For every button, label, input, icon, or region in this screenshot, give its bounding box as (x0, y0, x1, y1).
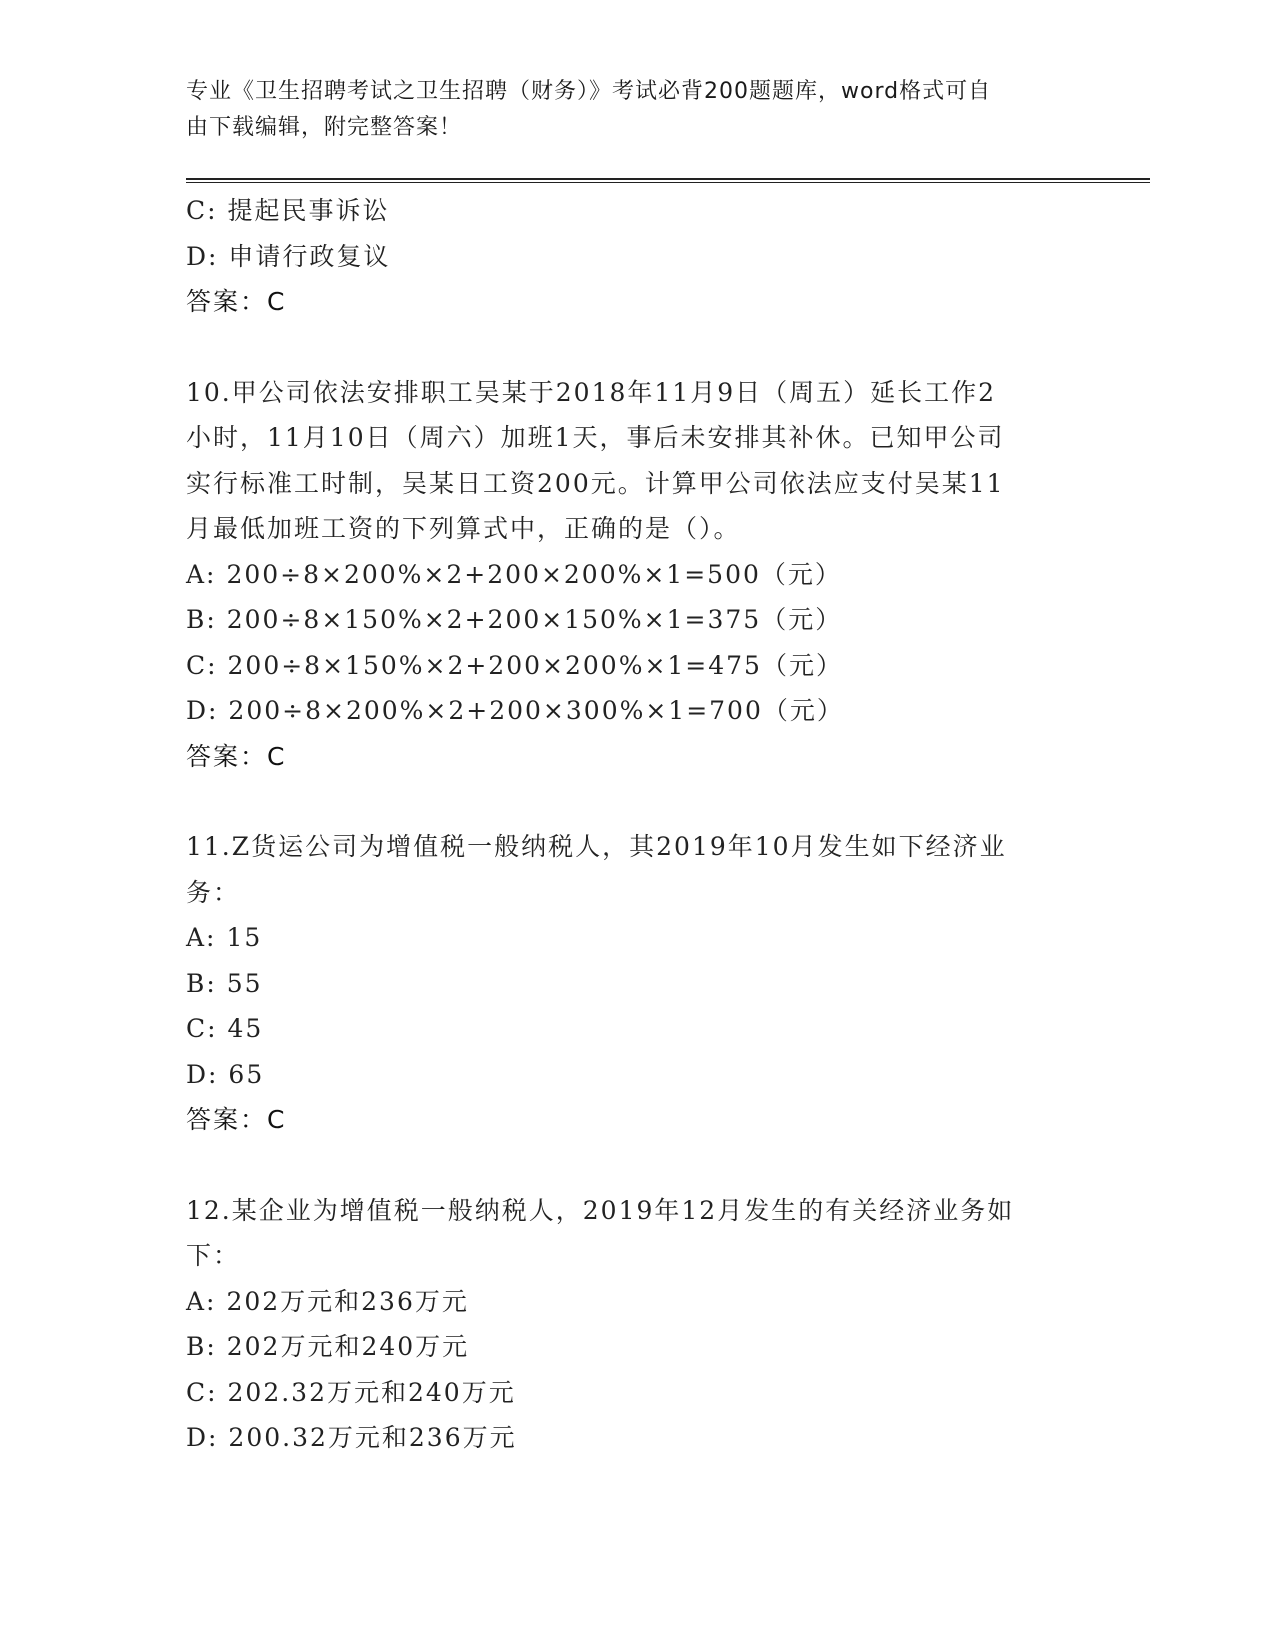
header-divider (186, 178, 1150, 183)
answer-line: 答案：C (186, 1105, 287, 1134)
option-label: A: (186, 923, 217, 952)
question-9-tail (186, 188, 1086, 325)
question-stem-line: 月最低加班工资的下列算式中，正确的是（）。 (186, 514, 741, 543)
option-label: C: (186, 650, 218, 680)
option-c (186, 1370, 1086, 1416)
option-c (186, 643, 1086, 689)
spacer (186, 1143, 1086, 1188)
spacer (186, 779, 1086, 824)
option-text: 202万元和240万元 (226, 1332, 470, 1361)
document-body (186, 188, 1086, 1461)
option-b (186, 597, 1086, 643)
option-c (186, 188, 1086, 234)
answer-line: 答案：C (186, 741, 287, 771)
option-text: 65 (228, 1059, 265, 1089)
option-d (186, 1415, 1086, 1461)
option-a (186, 1279, 1086, 1325)
option-text: 200.32万元和236万元 (228, 1423, 517, 1452)
option-text: 55 (226, 968, 263, 998)
question-stem-line: 11.Z货运公司为增值税一般纳税人，其2019年10月发生如下经济业 (186, 832, 1007, 861)
option-a (186, 915, 1086, 961)
question-10 (186, 370, 1086, 780)
option-label: A: (186, 559, 217, 589)
option-label: A: (186, 1286, 217, 1316)
option-text: 200÷8×150%×2+200×150%×1=375（元） (226, 605, 843, 634)
option-text: 15 (226, 923, 263, 952)
option-b (186, 961, 1086, 1007)
option-label: C: (186, 1014, 218, 1043)
header-title-line-1: 专业《卫生招聘考试之卫生招聘（财务）》考试必背200题题库，word格式可自 (186, 79, 992, 104)
option-d (186, 688, 1086, 734)
option-d (186, 234, 1086, 280)
option-label: C: (186, 196, 218, 225)
option-a (186, 552, 1086, 598)
option-text: 45 (227, 1014, 264, 1043)
option-label: D: (186, 1423, 219, 1452)
option-label: D: (186, 1059, 219, 1089)
option-label: B: (186, 605, 217, 634)
question-stem-line: 务： (186, 877, 241, 907)
question-11 (186, 824, 1086, 1143)
option-label: D: (186, 241, 219, 271)
document-header (186, 74, 1066, 146)
question-12 (186, 1188, 1086, 1461)
option-d (186, 1052, 1086, 1098)
question-stem-line: 实行标准工时制，吴某日工资200元。计算甲公司依法应支付吴某11 (186, 468, 1005, 498)
option-b (186, 1324, 1086, 1370)
option-text: 200÷8×150%×2+200×200%×1=475（元） (227, 650, 843, 680)
question-stem-line: 10.甲公司依法安排职工吴某于2018年11月9日（周五）延长工作2 (186, 377, 997, 407)
option-text: 202.32万元和240万元 (227, 1377, 516, 1407)
option-text: 200÷8×200%×2+200×200%×1=500（元） (226, 559, 842, 589)
option-label: B: (186, 968, 217, 998)
question-stem-line: 下： (186, 1241, 241, 1270)
question-stem-line: 小时，11月10日（周六）加班1天，事后未安排其补休。已知甲公司 (186, 423, 1005, 452)
question-stem-line: 12.某企业为增值税一般纳税人，2019年12月发生的有关经济业务如 (186, 1195, 1015, 1225)
header-title-line-2: 由下载编辑，附完整答案！ (186, 115, 463, 140)
option-c (186, 1006, 1086, 1052)
option-label: C: (186, 1377, 218, 1407)
option-text: 200÷8×200%×2+200×300%×1=700（元） (228, 696, 844, 725)
option-text: 申请行政复议 (228, 241, 391, 271)
option-text: 202万元和236万元 (226, 1286, 469, 1316)
option-label: B: (186, 1332, 217, 1361)
answer-line: 答案：C (186, 287, 287, 316)
option-text: 提起民事诉讼 (227, 196, 390, 225)
option-label: D: (186, 696, 219, 725)
spacer (186, 325, 1086, 370)
